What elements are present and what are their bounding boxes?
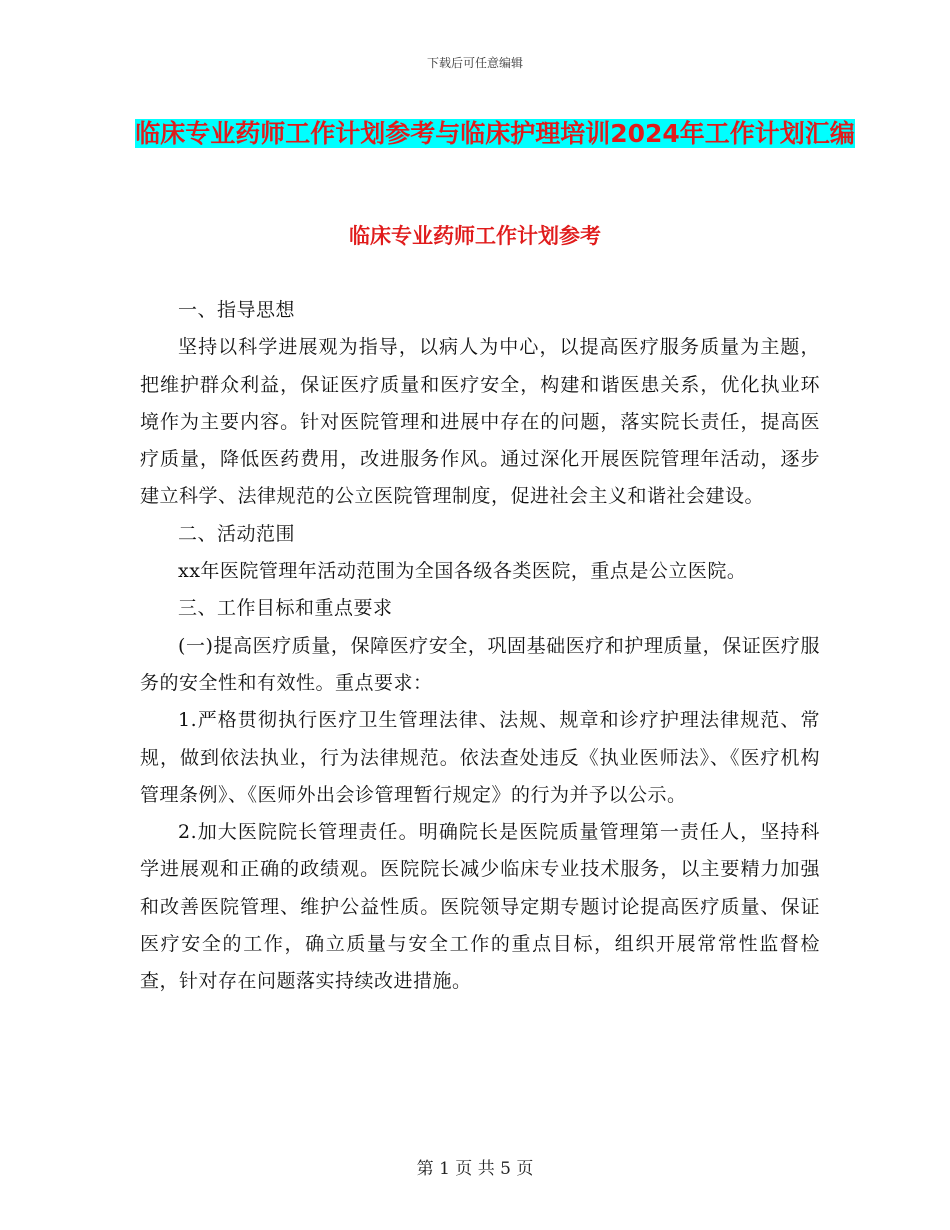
- document-body: [140, 292, 820, 1001]
- paragraph-activity-scope: xx年医院管理年活动范围为全国各级各类医院，重点是公立医院。: [178, 560, 747, 583]
- heading-activity-scope: 二、活动范围: [178, 522, 296, 545]
- paragraph-requirement-two: 2.加大医院院长管理责任。明确院长是医院质量管理第一责任人，坚持科学进展观和正确的政绩观。医院院长减少临床专业技术服务，以主要精力加强和改善医院管理、维护公益性质。医院领导定期专题讨论提高医疗质量、保证医疗安全的工作，确立质量与安全工作的重点目标，组织开展常常性监督检查，针对存在问题落实持续改进措施。: [140, 821, 820, 993]
- paragraph-goal-one: (一)提高医疗质量，保障医疗安全，巩固基础医疗和护理质量，保证医疗服务的安全性和有效性。重点要求：: [140, 634, 820, 694]
- section-title: 临床专业药师工作计划参考: [349, 224, 601, 248]
- page-number: 第 1 页 共 5 页: [416, 1159, 534, 1179]
- heading-work-goals: 三、工作目标和重点要求: [178, 597, 393, 620]
- header-note: 下载后可任意编辑: [426, 56, 523, 70]
- paragraph-guiding-ideology: 坚持以科学进展观为指导，以病人为中心，以提高医疗服务质量为主题，把维护群众利益，保证医疗质量和医疗安全，构建和谐医患关系，优化执业环境作为主要内容。针对医院管理和进展中存在的问题，落实院长责任，提高医疗质量，降低医药费用，改进服务作风。通过深化开展医院管理年活动，逐步建立科学、法律规范的公立医院管理制度，促进社会主义和谐社会建设。: [140, 336, 820, 508]
- document-title: [130, 112, 860, 156]
- document-title-text: 临床专业药师工作计划参考与临床护理培训2024年工作计划汇编: [135, 119, 855, 148]
- paragraph-requirement-one: 1.严格贯彻执行医疗卫生管理法律、法规、规章和诊疗护理法律规范、常规，做到依法执业，行为法律规范。依法查处违反《执业医师法》、《医疗机构管理条例》、《医师外出会诊管理暂行规定》的行为并予以公示。: [140, 709, 820, 806]
- heading-guiding-ideology: 一、指导思想: [178, 299, 296, 321]
